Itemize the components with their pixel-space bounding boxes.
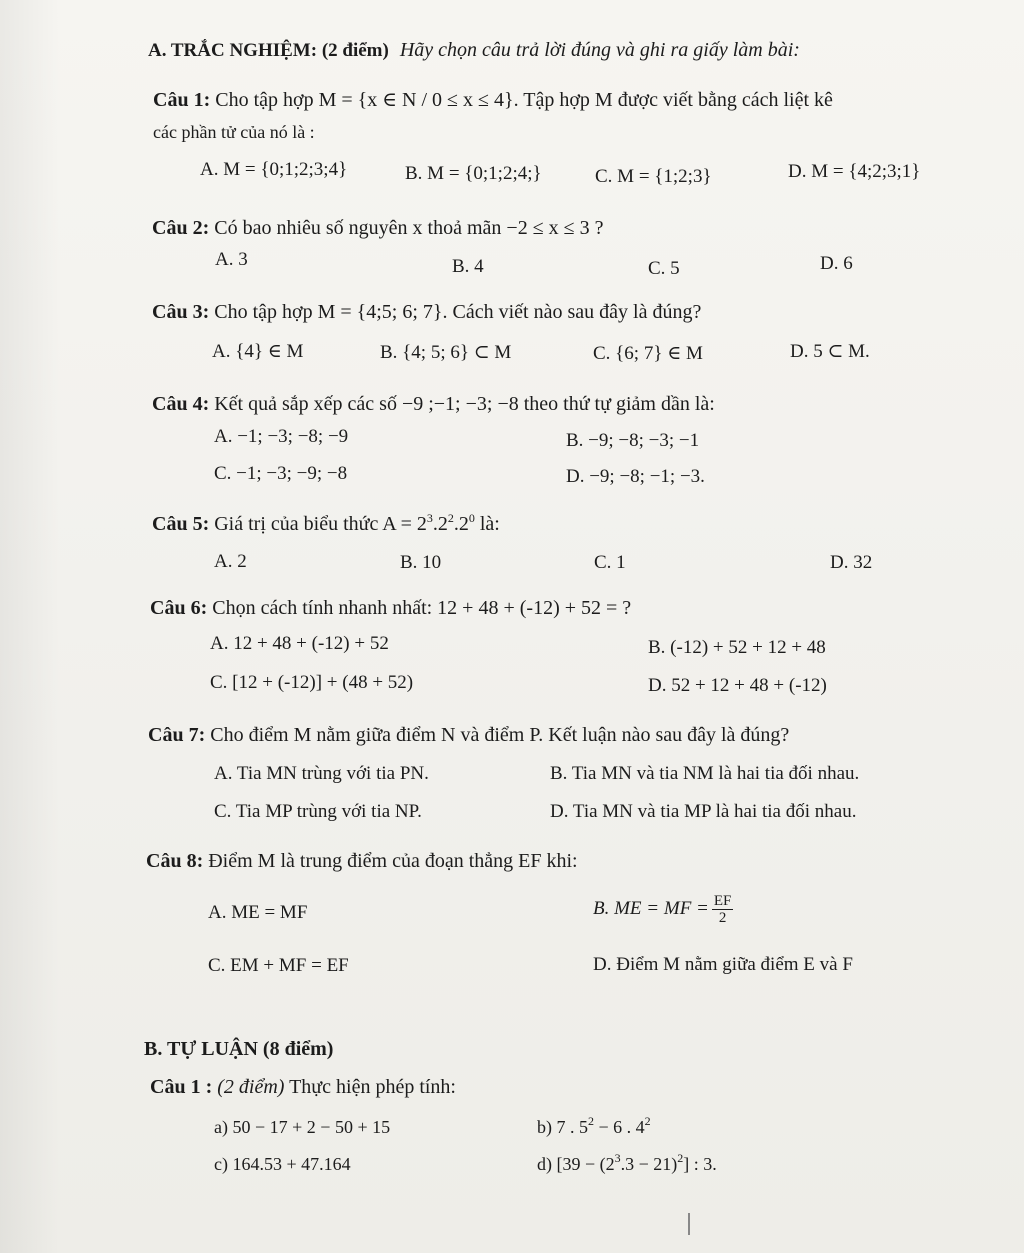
question-1-text-cont: các phần tử của nó là : — [153, 122, 315, 142]
q8-option-d[interactable]: D. Điểm M nằm giữa điểm E và F — [593, 954, 853, 975]
question-8-label: Câu 8: — [146, 850, 204, 872]
q4-option-b[interactable]: B. −9; −8; −3; −1 — [566, 430, 700, 451]
q5-text-post: là: — [474, 513, 500, 535]
question-6-label: Câu 6: — [150, 597, 208, 619]
q2-option-d[interactable]: D. 6 — [820, 253, 853, 274]
section-a-title: A. TRẮC NGHIỆM: (2 điểm) — [148, 40, 389, 61]
section-b-q1-points: (2 điểm) — [217, 1076, 285, 1098]
q1-option-c[interactable]: C. M = {1;2;3} — [595, 166, 712, 187]
q2-option-c[interactable]: C. 5 — [648, 258, 680, 279]
section-b-q1-label: Câu 1 : — [150, 1076, 213, 1098]
question-4-text: Kết quả sắp xếp các số −9 ;−1; −3; −8 theo thứ tự giảm dần là: — [214, 393, 715, 415]
q7-option-a[interactable]: A. Tia MN trùng với tia PN. — [214, 763, 429, 784]
question-1-text: Cho tập hợp M = {x ∈ N / 0 ≤ x ≤ 4}. Tập hợp M được viết bằng cách liệt kê — [215, 89, 833, 111]
question-3 — [152, 300, 701, 324]
exercise-b-mid: − 6 . 4 — [594, 1117, 645, 1137]
q7-option-c[interactable]: C. Tia MP trùng với tia NP. — [214, 801, 422, 822]
q6-option-d[interactable]: D. 52 + 12 + 48 + (-12) — [648, 675, 827, 696]
question-1 — [153, 88, 833, 112]
question-8 — [146, 849, 578, 873]
exercise-d — [537, 1152, 717, 1178]
exercise-b-pre: b) 7 . 5 — [537, 1117, 588, 1137]
question-7 — [148, 723, 789, 747]
exercise-d-mid: .3 − 21) — [620, 1154, 678, 1174]
question-5-text — [214, 513, 500, 535]
q7-option-d[interactable]: D. Tia MN và tia MP là hai tia đối nhau. — [550, 801, 857, 822]
question-8-text: Điểm M là trung điểm của đoạn thẳng EF khi: — [208, 850, 578, 872]
q5-text-mid-2: .2 — [453, 513, 469, 535]
question-7-label: Câu 7: — [148, 724, 206, 746]
q3-option-a[interactable]: A. {4} ∈ M — [212, 341, 304, 362]
question-2 — [152, 216, 604, 240]
section-a-header — [148, 38, 800, 63]
q2-option-a[interactable]: A. 3 — [215, 249, 248, 270]
q5-option-d[interactable]: D. 32 — [830, 552, 873, 573]
q5-exp-1: 3 — [426, 511, 433, 525]
q4-option-a[interactable]: A. −1; −3; −8; −9 — [214, 426, 349, 447]
q6-option-b[interactable]: B. (-12) + 52 + 12 + 48 — [648, 637, 826, 658]
question-1-label: Câu 1: — [153, 89, 211, 111]
q8-fraction — [712, 893, 734, 926]
question-5-label: Câu 5: — [152, 513, 210, 535]
q6-option-a[interactable]: A. 12 + 48 + (-12) + 52 — [210, 633, 389, 654]
exercise-c: c) 164.53 + 47.164 — [214, 1154, 351, 1174]
exercise-b — [537, 1115, 651, 1141]
section-b-q1-text: Thực hiện phép tính: — [289, 1076, 456, 1098]
section-b-title: B. TỰ LUẬN (8 điểm) — [144, 1038, 334, 1060]
q8-fraction-numerator: EF — [713, 893, 732, 909]
q8-option-b[interactable] — [593, 893, 733, 926]
q8-fraction-denominator: 2 — [718, 910, 727, 926]
question-7-text: Cho điểm M nằm giữa điểm N và điểm P. Kết luận nào sau đây là đúng? — [210, 724, 790, 746]
q3-option-d[interactable]: D. 5 ⊂ M. — [790, 341, 870, 362]
question-3-label: Câu 3: — [152, 301, 210, 323]
q4-option-d[interactable]: D. −9; −8; −1; −3. — [566, 466, 705, 487]
q8-option-a[interactable]: A. ME = MF — [208, 902, 308, 923]
q2-option-b[interactable]: B. 4 — [452, 256, 484, 277]
q3-option-b[interactable]: B. {4; 5; 6} ⊂ M — [380, 342, 512, 363]
q5-option-c[interactable]: C. 1 — [594, 552, 626, 573]
q3-option-c[interactable]: C. {6; 7} ∈ M — [593, 343, 703, 364]
q5-text-mid-1: .2 — [432, 513, 448, 535]
page-shadow — [0, 0, 60, 1253]
exercise-a: a) 50 − 17 + 2 − 50 + 15 — [214, 1117, 391, 1137]
q5-option-a[interactable]: A. 2 — [214, 551, 247, 572]
exercise-b-exp-2: 2 — [644, 1114, 651, 1128]
q1-option-a[interactable]: A. M = {0;1;2;3;4} — [200, 159, 348, 180]
question-2-text: Có bao nhiêu số nguyên x thoả mãn −2 ≤ x ≤ 3 ? — [214, 217, 604, 239]
q5-text-pre: Giá trị của biểu thức A = 2 — [214, 513, 427, 535]
section-b-question-1 — [150, 1075, 456, 1099]
q5-exp-3: 0 — [468, 511, 475, 525]
q5-exp-2: 2 — [447, 511, 454, 525]
question-3-text: Cho tập hợp M = {4;5; 6; 7}. Cách viết nào sau đây là đúng? — [214, 301, 702, 323]
exercise-d-post: ] : 3. — [683, 1154, 717, 1174]
exercise-d-exp-1: 3 — [614, 1151, 621, 1165]
q5-option-b[interactable]: B. 10 — [400, 552, 442, 573]
q1-option-b[interactable]: B. M = {0;1;2;4;} — [405, 163, 542, 184]
question-6-text: Chọn cách tính nhanh nhất: 12 + 48 + (-12) + 52 = ? — [212, 597, 632, 619]
q8-option-b-text: B. ME = MF = — [593, 897, 709, 919]
question-6 — [150, 596, 631, 620]
question-2-label: Câu 2: — [152, 217, 210, 239]
pen-mark — [688, 1213, 690, 1235]
q4-option-c[interactable]: C. −1; −3; −9; −8 — [214, 463, 348, 484]
exercise-d-pre: d) [39 − (2 — [537, 1154, 615, 1174]
q7-option-b[interactable]: B. Tia MN và tia NM là hai tia đối nhau. — [550, 763, 860, 784]
question-4-label: Câu 4: — [152, 393, 210, 415]
exercise-b-exp-1: 2 — [588, 1114, 594, 1128]
q6-option-c[interactable]: C. [12 + (-12)] + (48 + 52) — [210, 672, 414, 693]
q8-option-c[interactable]: C. EM + MF = EF — [208, 955, 349, 976]
question-4 — [152, 392, 715, 416]
section-a-instruction: Hãy chọn câu trả lời đúng và ghi ra giấy làm bài: — [399, 39, 800, 61]
question-5 — [152, 512, 500, 538]
q1-option-d[interactable]: D. M = {4;2;3;1} — [788, 161, 921, 182]
exercise-d-exp-2: 2 — [677, 1151, 684, 1165]
